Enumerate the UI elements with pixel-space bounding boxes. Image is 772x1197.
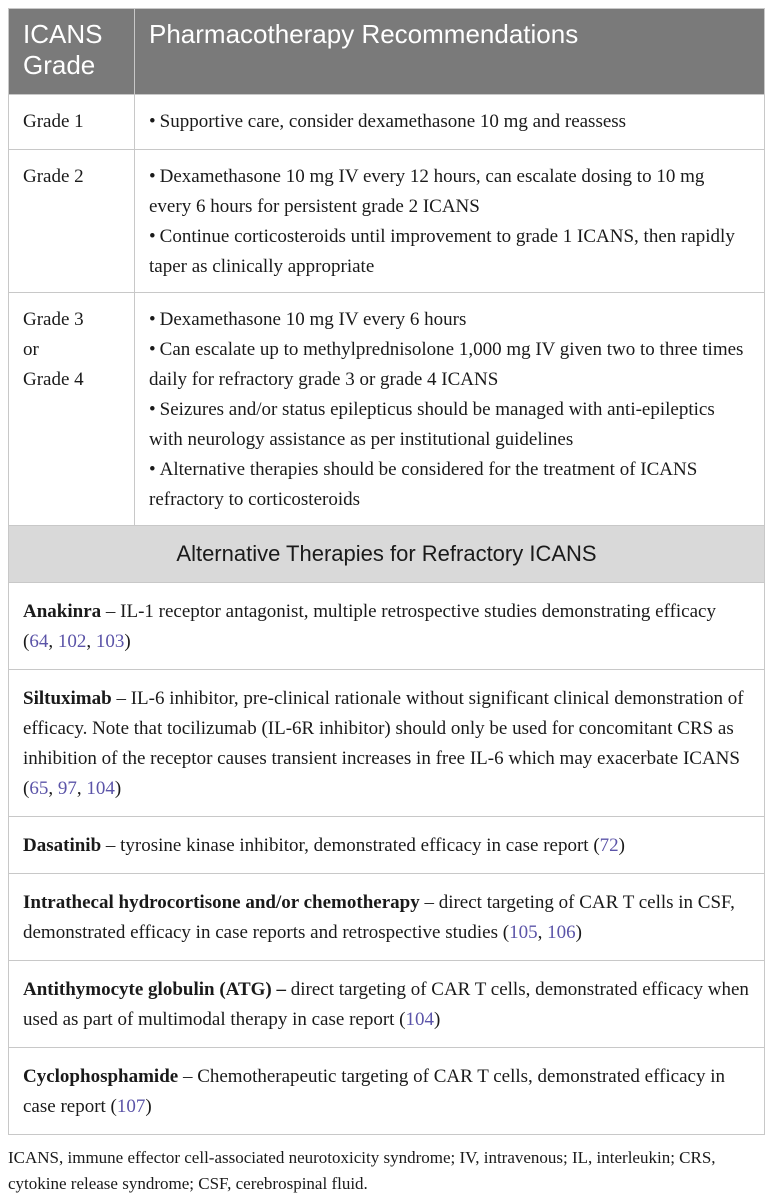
alt-therapy-row <box>9 1048 765 1135</box>
reference-link[interactable]: 102 <box>57 631 87 652</box>
therapy-description: IL-6 inhibitor, pre-clinical rationale without significant clinical demonstration of efficacy. Note that tocilizumab (IL-6R inhibitor) should only be used for concomitant CRS as inhibition of the receptor causes transient increases in free IL-6 which may exacerbate ICANS ( <box>23 688 744 799</box>
header-icans-grade: ICANS Grade <box>9 9 135 95</box>
bullet-icon: • <box>149 459 156 480</box>
therapy-name: Intrathecal hydrocortisone and/or chemotherapy <box>23 892 420 913</box>
grade-row <box>9 95 765 150</box>
reference-link[interactable]: 72 <box>599 835 619 856</box>
therapy-tail: ) <box>124 631 131 652</box>
icans-table <box>8 8 765 1135</box>
alt-therapies-header-row <box>9 526 765 583</box>
reference-link[interactable]: 64 <box>29 631 49 652</box>
bullet-icon: • <box>149 166 156 187</box>
therapy-separator: – <box>101 835 121 856</box>
alt-therapy-row <box>9 583 765 670</box>
grade-label-line: Grade 1 <box>23 111 84 132</box>
therapy-description: IL-1 receptor antagonist, multiple retrospective studies demonstrating efficacy ( <box>23 601 716 652</box>
grade-row <box>9 293 765 526</box>
therapy-separator: – <box>111 688 131 709</box>
header-pharmacotherapy: Pharmacotherapy Recommendations <box>135 9 765 95</box>
alt-therapy-cell <box>9 1048 765 1135</box>
recommendation-text: Dexamethasone 10 mg IV every 12 hours, can escalate dosing to 10 mg every 6 hours for persistent grade 2 ICANS <box>149 166 705 217</box>
alt-therapy-row <box>9 670 765 817</box>
alt-therapies-header: Alternative Therapies for Refractory ICANS <box>9 526 765 583</box>
therapy-name: Cyclophosphamide <box>23 1066 179 1087</box>
grade-label <box>9 150 135 293</box>
bullet-icon: • <box>149 111 156 132</box>
grade-recommendations <box>135 95 765 150</box>
alt-therapy-row <box>9 961 765 1048</box>
therapy-tail: ) <box>434 1009 441 1030</box>
therapy-description: Chemotherapeutic targeting of CAR T cells, demonstrated efficacy in case report ( <box>23 1066 726 1117</box>
therapy-name: Dasatinib <box>23 835 102 856</box>
grade-label-line: Grade 2 <box>23 166 84 187</box>
grade-recommendations <box>135 293 765 526</box>
table-header-row <box>9 9 765 95</box>
grade-row <box>9 150 765 293</box>
recommendation-item <box>149 305 750 335</box>
bullet-icon: • <box>149 399 156 420</box>
bullet-icon: • <box>149 339 156 360</box>
recommendation-item <box>149 222 750 282</box>
recommendation-text: Continue corticosteroids until improvement to grade 1 ICANS, then rapidly taper as clinically appropriate <box>149 226 735 277</box>
reference-link[interactable]: 105 <box>509 922 538 943</box>
grade-label-line: Grade 4 <box>23 369 84 390</box>
recommendation-item <box>149 455 750 515</box>
therapy-name: Siltuximab <box>23 688 112 709</box>
reference-link[interactable]: 97 <box>57 778 77 799</box>
therapy-name: Anakinra <box>23 601 102 622</box>
therapy-description: tyrosine kinase inhibitor, demonstrated efficacy in case report ( <box>120 835 600 856</box>
therapy-separator: – <box>178 1066 198 1087</box>
alt-therapy-cell <box>9 817 765 874</box>
recommendation-item <box>149 107 750 137</box>
recommendation-text: Seizures and/or status epilepticus should be managed with anti-epileptics with neurology assistance as per institutional guidelines <box>149 399 715 450</box>
therapy-separator: – <box>419 892 439 913</box>
recommendation-item <box>149 335 750 395</box>
alt-therapy-rows <box>9 583 765 1135</box>
therapy-description: direct targeting of CAR T cells, demonstrated efficacy when used as part of multimodal therapy in case report ( <box>23 979 749 1030</box>
recommendation-text: Can escalate up to methylprednisolone 1,000 mg IV given two to three times daily for refractory grade 3 or grade 4 ICANS <box>149 339 744 390</box>
document <box>8 8 764 1197</box>
grade-label <box>9 293 135 526</box>
grade-recommendations <box>135 150 765 293</box>
therapy-description: direct targeting of CAR T cells in CSF, demonstrated efficacy in case reports and retrospective studies ( <box>23 892 735 943</box>
grade-rows <box>9 95 765 526</box>
therapy-tail: ) <box>114 778 122 799</box>
reference-link[interactable]: 104 <box>86 778 115 799</box>
therapy-tail: ) <box>145 1096 152 1117</box>
grade-label-line: Grade 3 <box>23 309 84 330</box>
therapy-name: Antithymocyte globulin (ATG) – <box>23 979 287 1000</box>
alt-therapy-cell: Anakinra – IL-1 receptor antagonist, multiple retrospective studies demonstrating efficacy (64, 102, 103) <box>9 583 765 670</box>
reference-link[interactable]: 103 <box>95 631 125 652</box>
alt-therapy-cell: Siltuximab – IL-6 inhibitor, pre-clinical rationale without significant clinical demonstration of efficacy. Note that tocilizumab (IL-6R inhibitor) should only be used for concomitant CRS as inhibition of the receptor causes transient increases in free IL-6 which may exacerbate ICANS (65, 97, 104) <box>9 670 765 817</box>
therapy-tail: ) <box>575 922 582 943</box>
bullet-icon: • <box>149 309 156 330</box>
therapy-separator: – <box>101 601 121 622</box>
bullet-icon: • <box>149 226 156 247</box>
reference-link[interactable]: 106 <box>547 922 576 943</box>
recommendation-text: Supportive care, consider dexamethasone 10 mg and reassess <box>159 111 627 132</box>
alt-therapy-cell: Intrathecal hydrocortisone and/or chemotherapy – direct targeting of CAR T cells in CSF, demonstrated efficacy in case reports and retrospective studies (105, 106) <box>9 874 765 961</box>
grade-label-line: or <box>23 339 39 360</box>
recommendation-text: Alternative therapies should be considered for the treatment of ICANS refractory to corticosteroids <box>149 459 698 510</box>
reference-link[interactable]: 65 <box>29 778 49 799</box>
reference-link[interactable]: 104 <box>405 1009 435 1030</box>
recommendation-item <box>149 162 750 222</box>
recommendation-item <box>149 395 750 455</box>
alt-therapy-row <box>9 874 765 961</box>
recommendation-text: Dexamethasone 10 mg IV every 6 hours <box>159 309 467 330</box>
table-footnote: ICANS, immune effector cell-associated neurotoxicity syndrome; IV, intravenous; IL, interleukin; CRS, cytokine release syndrome; CSF, cerebrospinal fluid. <box>8 1148 716 1193</box>
alt-therapy-row <box>9 817 765 874</box>
therapy-tail: ) <box>618 835 625 856</box>
grade-label <box>9 95 135 150</box>
reference-link[interactable]: 107 <box>116 1096 146 1117</box>
alt-therapy-cell <box>9 961 765 1048</box>
